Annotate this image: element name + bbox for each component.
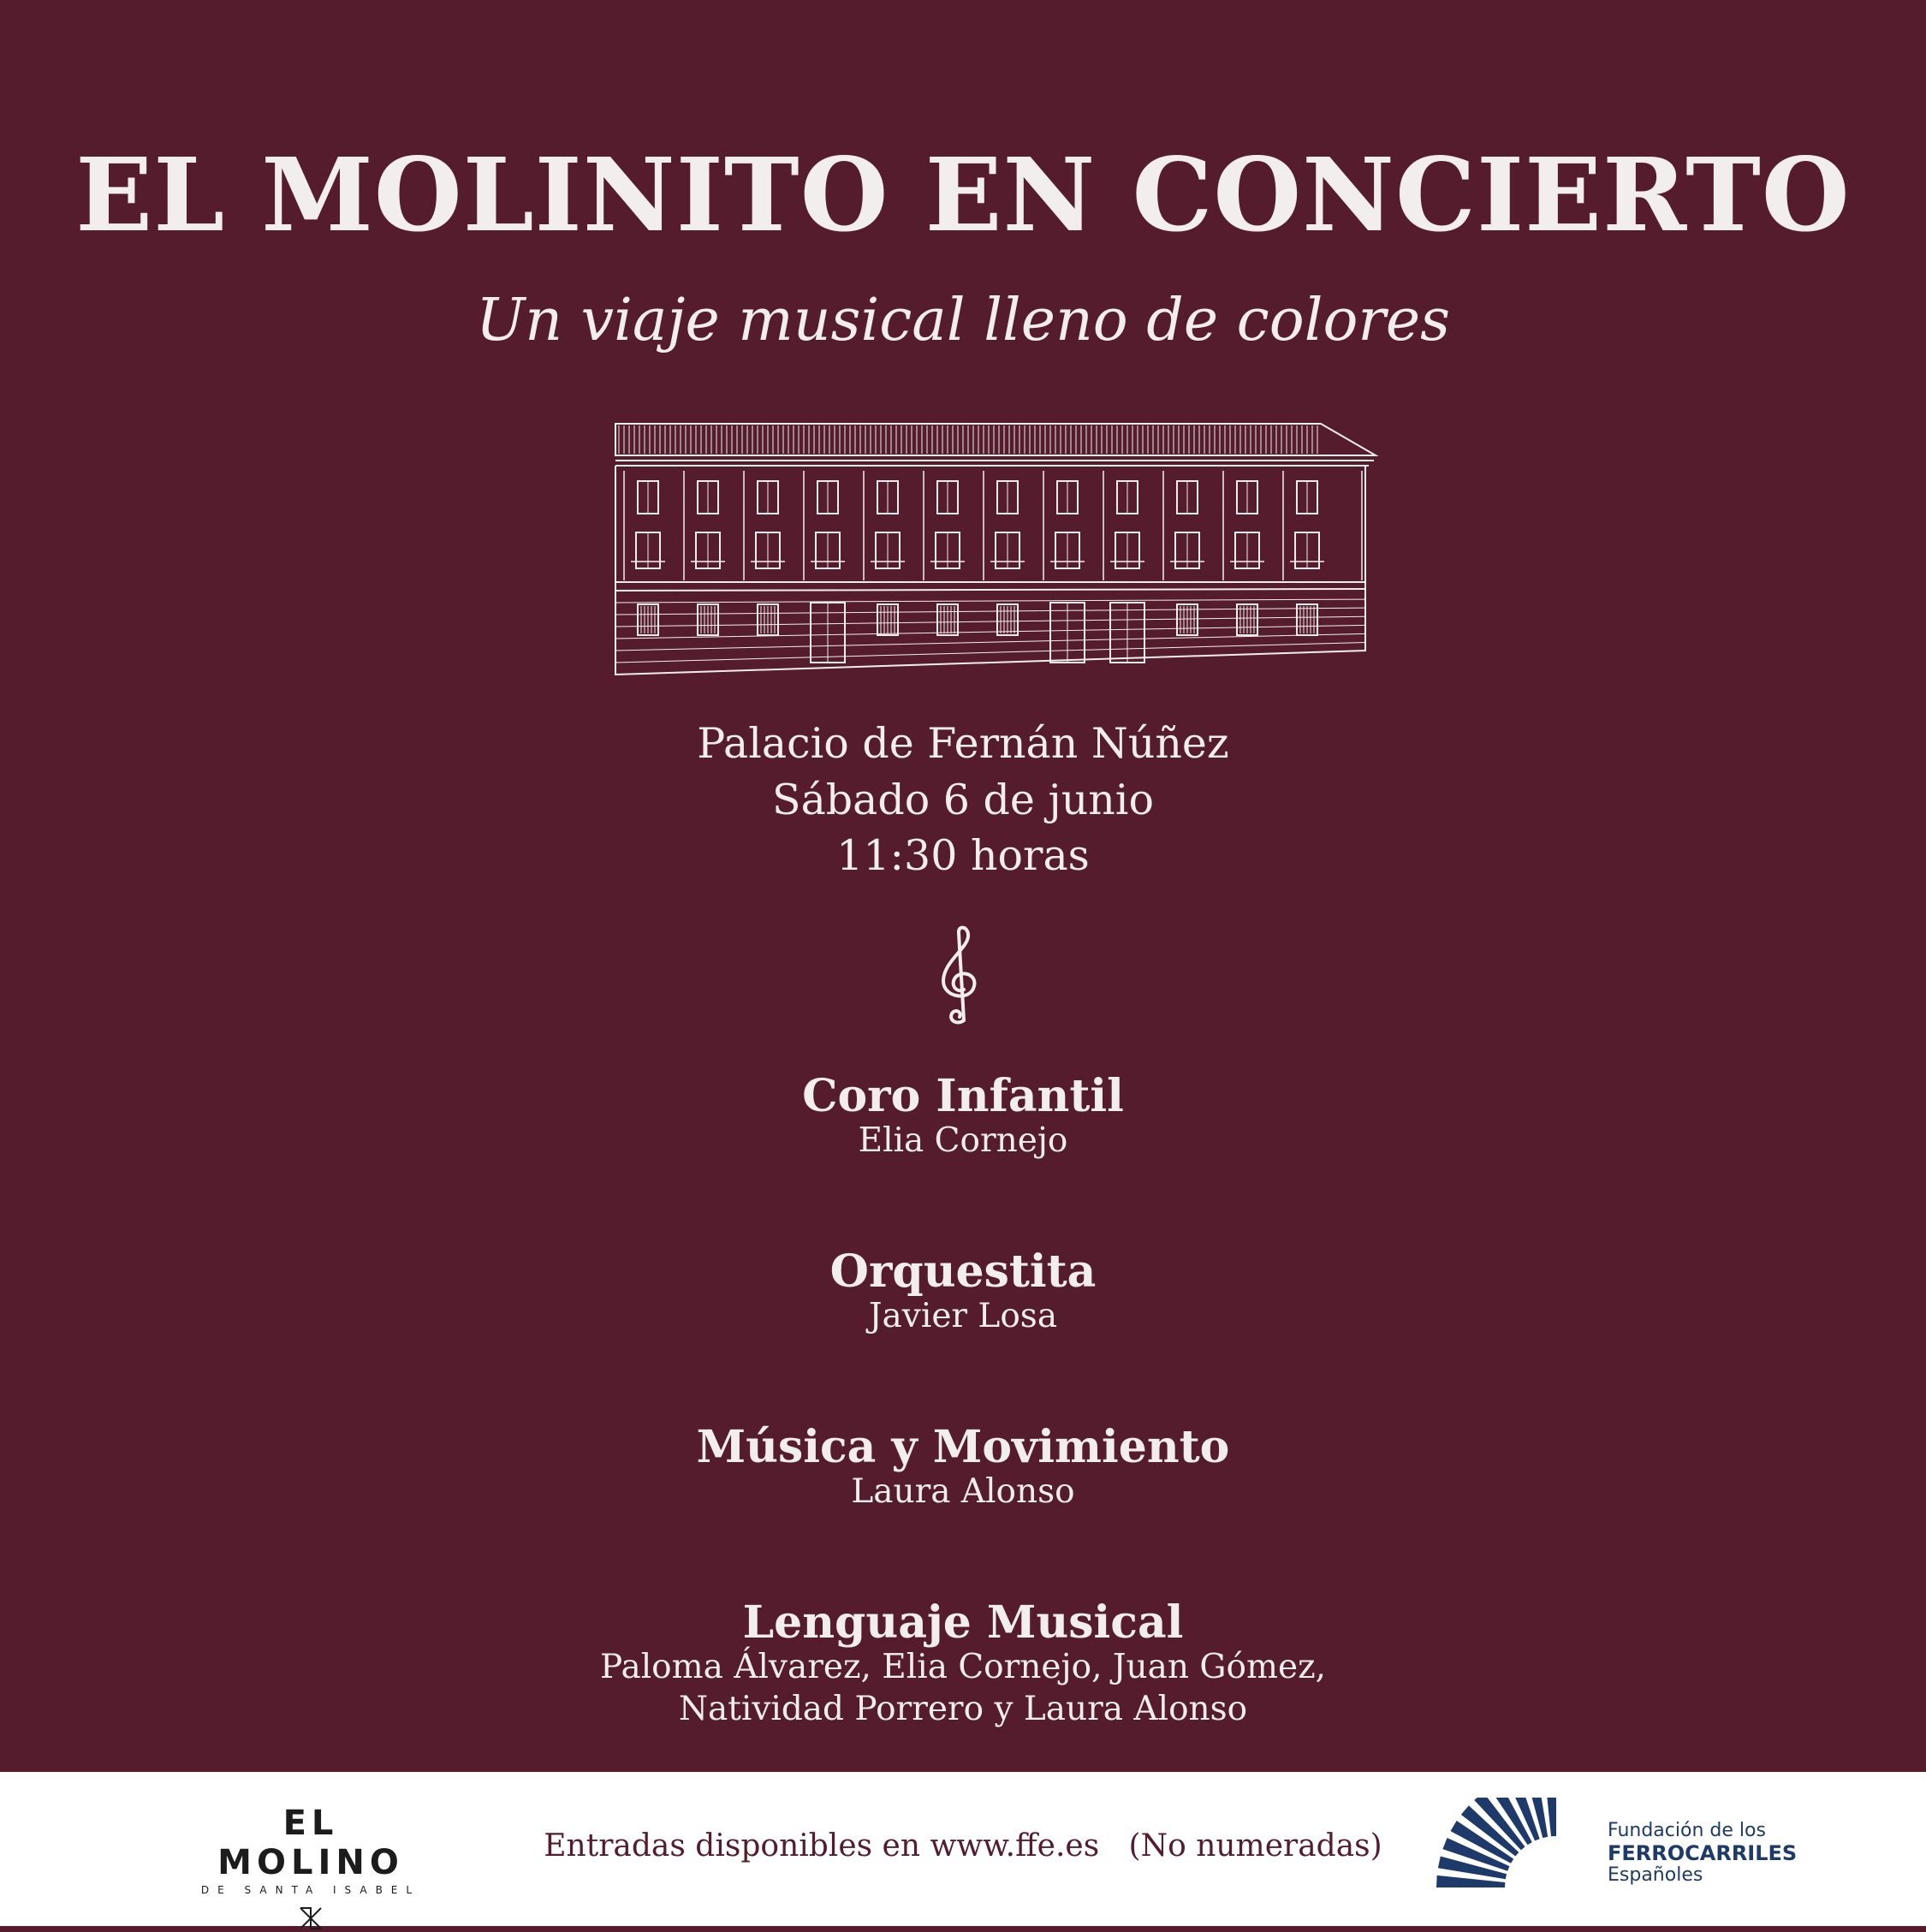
ffe-line2: FERROCARRILES [1608,1841,1798,1865]
el-molino-logo-subtitle: DE SANTA ISABEL [200,1884,421,1896]
ffe-fan-icon [1428,1798,1565,1887]
group-name-orquestita: Orquestita [829,1245,1097,1298]
event-date: Sábado 6 de junio [772,776,1154,824]
ffe-line1: Fundación de los [1608,1820,1766,1841]
ffe-logo-text [1608,1820,1797,1887]
group-name-musica-movimiento: Música y Movimiento [696,1421,1230,1473]
tickets-info: Entradas disponibles en www.ffe.es (No numeradas) [544,1828,1382,1864]
ffe-line3: Españoles [1608,1864,1703,1886]
treble-clef-icon [931,924,991,1027]
group-people-lenguaje-musical-2: Natividad Porrero y Laura Alonso [678,1690,1248,1728]
group-people-musica-movimiento: Laura Alonso [851,1472,1075,1511]
event-title: EL MOLINITO EN CONCIERTO [75,135,1851,254]
group-name-coro-infantil: Coro Infantil [802,1070,1124,1122]
group-people-coro-infantil: Elia Cornejo [858,1121,1068,1160]
event-subtitle: Un viaje musical lleno de colores [475,287,1451,354]
building-illustration [612,419,1382,681]
el-molino-logo [190,1804,431,1932]
group-people-orquestita: Javier Losa [868,1297,1058,1335]
group-people-lenguaje-musical: Paloma Álvarez, Elia Cornejo, Juan Gómez, [599,1648,1327,1686]
el-molino-logo-title: EL MOLINO [217,1804,404,1882]
event-time: 11:30 horas [836,831,1090,880]
venue: Palacio de Fernán Núñez [697,719,1229,768]
pinwheel-icon [297,1905,324,1932]
group-name-lenguaje-musical: Lenguaje Musical [742,1596,1184,1649]
